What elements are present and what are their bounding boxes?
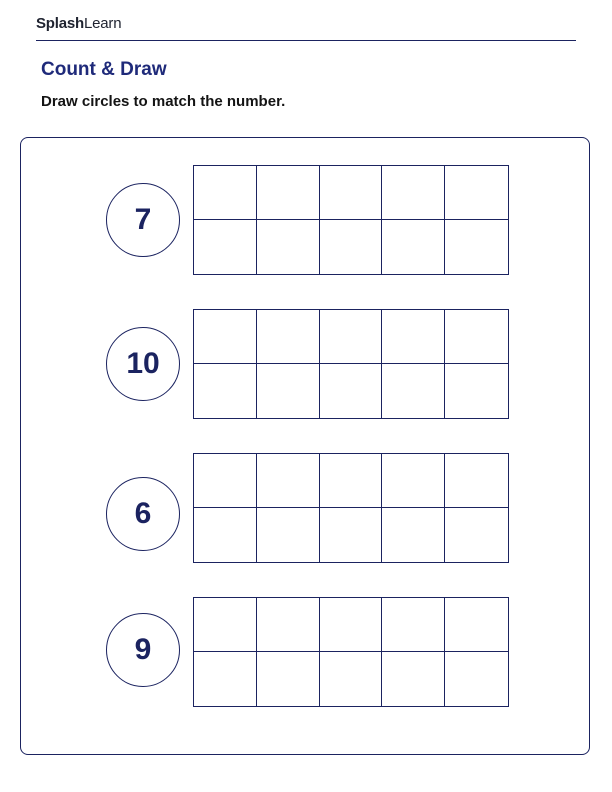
ten-frame-cell[interactable] — [382, 454, 445, 508]
ten-frame-cell[interactable] — [320, 598, 383, 652]
ten-frame-cell[interactable] — [320, 652, 383, 706]
ten-frame-cell[interactable] — [445, 652, 508, 706]
header-divider — [36, 40, 576, 41]
ten-frame-cell[interactable] — [257, 166, 320, 220]
ten-frame-cell[interactable] — [445, 364, 508, 418]
ten-frame — [193, 453, 509, 563]
ten-frame-cell[interactable] — [382, 310, 445, 364]
number-circle: 10 — [106, 327, 180, 401]
problem-row — [21, 453, 589, 563]
ten-frame-cell[interactable] — [257, 454, 320, 508]
ten-frame-cell[interactable] — [445, 508, 508, 562]
ten-frame-cell[interactable] — [194, 454, 257, 508]
ten-frame-cell[interactable] — [257, 220, 320, 274]
ten-frame-cell[interactable] — [257, 508, 320, 562]
worksheet-title: Count & Draw — [41, 59, 167, 80]
problem-row — [21, 597, 589, 707]
brand-logo — [36, 15, 121, 32]
ten-frame-cell[interactable] — [382, 166, 445, 220]
ten-frame-cell[interactable] — [445, 454, 508, 508]
ten-frame — [193, 597, 509, 707]
ten-frame-cell[interactable] — [320, 454, 383, 508]
ten-frame-cell[interactable] — [257, 364, 320, 418]
ten-frame-cell[interactable] — [257, 310, 320, 364]
worksheet-panel — [20, 137, 590, 755]
ten-frame-cell[interactable] — [194, 508, 257, 562]
ten-frame-cell[interactable] — [320, 220, 383, 274]
ten-frame-cell[interactable] — [320, 364, 383, 418]
ten-frame-cell[interactable] — [257, 652, 320, 706]
ten-frame-cell[interactable] — [194, 220, 257, 274]
problem-row — [21, 309, 589, 419]
ten-frame-cell[interactable] — [320, 508, 383, 562]
ten-frame — [193, 165, 509, 275]
ten-frame-cell[interactable] — [382, 508, 445, 562]
ten-frame-cell[interactable] — [445, 220, 508, 274]
worksheet-instruction: Draw circles to match the number. — [41, 93, 286, 110]
ten-frame-cell[interactable] — [194, 310, 257, 364]
ten-frame-cell[interactable] — [194, 598, 257, 652]
ten-frame-cell[interactable] — [194, 652, 257, 706]
ten-frame-cell[interactable] — [445, 166, 508, 220]
ten-frame-cell[interactable] — [445, 310, 508, 364]
brand-logo-part1: Splash — [36, 15, 84, 32]
ten-frame-cell[interactable] — [320, 166, 383, 220]
ten-frame-cell[interactable] — [445, 598, 508, 652]
ten-frame-cell[interactable] — [382, 220, 445, 274]
ten-frame-cell[interactable] — [382, 652, 445, 706]
ten-frame-cell[interactable] — [194, 166, 257, 220]
problem-row — [21, 165, 589, 275]
ten-frame-cell[interactable] — [382, 364, 445, 418]
ten-frame-cell[interactable] — [320, 310, 383, 364]
ten-frame-cell[interactable] — [257, 598, 320, 652]
ten-frame-cell[interactable] — [382, 598, 445, 652]
number-circle: 9 — [106, 613, 180, 687]
ten-frame — [193, 309, 509, 419]
brand-logo-part2: Learn — [83, 15, 122, 32]
ten-frame-cell[interactable] — [194, 364, 257, 418]
number-circle: 6 — [106, 477, 180, 551]
number-circle: 7 — [106, 183, 180, 257]
